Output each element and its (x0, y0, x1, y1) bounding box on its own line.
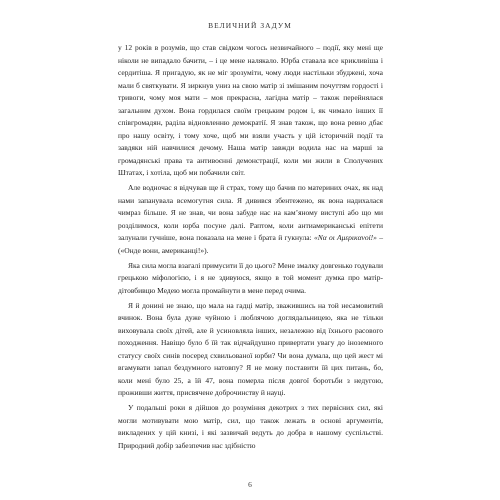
paragraph-5: У подальші роки я дійшов до розуміння декотрих з тих первісних сил, які могли мотивувати мою матір, сил, що також лежать в основі аргументів, викладених у цій книзі, і які зазвичай ведуть до добра в нашому суспільстві. Природний добір забезпечив нас здібністю (118, 403, 383, 450)
page-number: 6 (248, 480, 252, 489)
body-text (118, 42, 383, 455)
paragraph-3: Яка сила могла взагалі примусити її до цього? Мене змалку довгенько годували грецькою міфологією, і я не здивуюся, якщо в той момент думка про матір-дітовбивцю Медею могла промайнути в мене перед очима. (118, 260, 383, 295)
paragraph-2-text-a: Але водночас я відчував ще й страх, тому що бачив по материних очах, як над нами запанувала всемогутня сила. Я дивився збентежено, як вона надихалася чимраз більше. Я не знав, чи вона забуде нас на кам’яному виступі або що ми розділимося, коли юрба посуне далі. Раптом, коли антиамериканські епітети залунали гучніше, вона показала на мене і брата й гукнула: (118, 183, 383, 243)
running-head-title: ВЕЛИЧНИЙ ЗАДУМ (208, 21, 292, 30)
paragraph-4: Я й донині не знаю, що мала на гадці матір, зважившись на той несамовитий вчинок. Вона була дуже чуйною і люблячою доглядальницею, яка не тільки виховувала своїх дітей, але й усиновляла інших, незалежно від їхнього расового походження. Навіщо було б їй так відчайдушно привертати увагу до іноземного статусу своїх синів посеред схвильованої юрби? Чи вона думала, що цей жест мі вгамувати запал бездумного натовпу? Я не можу поставити їй цих питань, бо, коли мені було 25, а їй 47, вона померла після довгої боротьби з недугою, проживши життя, присвячене доброчинству й науці. (118, 300, 383, 398)
paragraph-1: у 12 років в розумів, що став свідком чогось незвичайного – події, яку мені ще ніколи не випадало бачити, – і це мене налякало. Юрба ставала все крикливіша і сердитіша. Я пригадую, як не міг зрозуміти, чому люди настільки збуджені, хоча мали б святкувати. Я зиркнув униз на свою матір зі змішаним почуттям гордості і тривоги, чому моя мати – моя прекрасна, лагідна матір – також перейнялася загальним духом. Вона гордилася своїм грецьким родом і, як чимало інших її співгромадян, раділа відновленню демократії. Я знав також, що вона ревно дбає про нашу освіту, і тому хоче, щоб ми взяли участь у цій історичній події та завдяки ній навчилися дечому. Наша матір завжди водила нас на марші за громадянські права та антивоєнні демонстрації, коли ми жили в Сполучених Штатах, і хотіла, щоб ми побачили світ. (118, 43, 383, 177)
paragraph-2 (118, 182, 383, 257)
paragraph-2-text-b: – («Онде вони, американці!»). (118, 233, 384, 255)
greek-quote: «Να οι Αμερικανοί!» (313, 233, 377, 243)
